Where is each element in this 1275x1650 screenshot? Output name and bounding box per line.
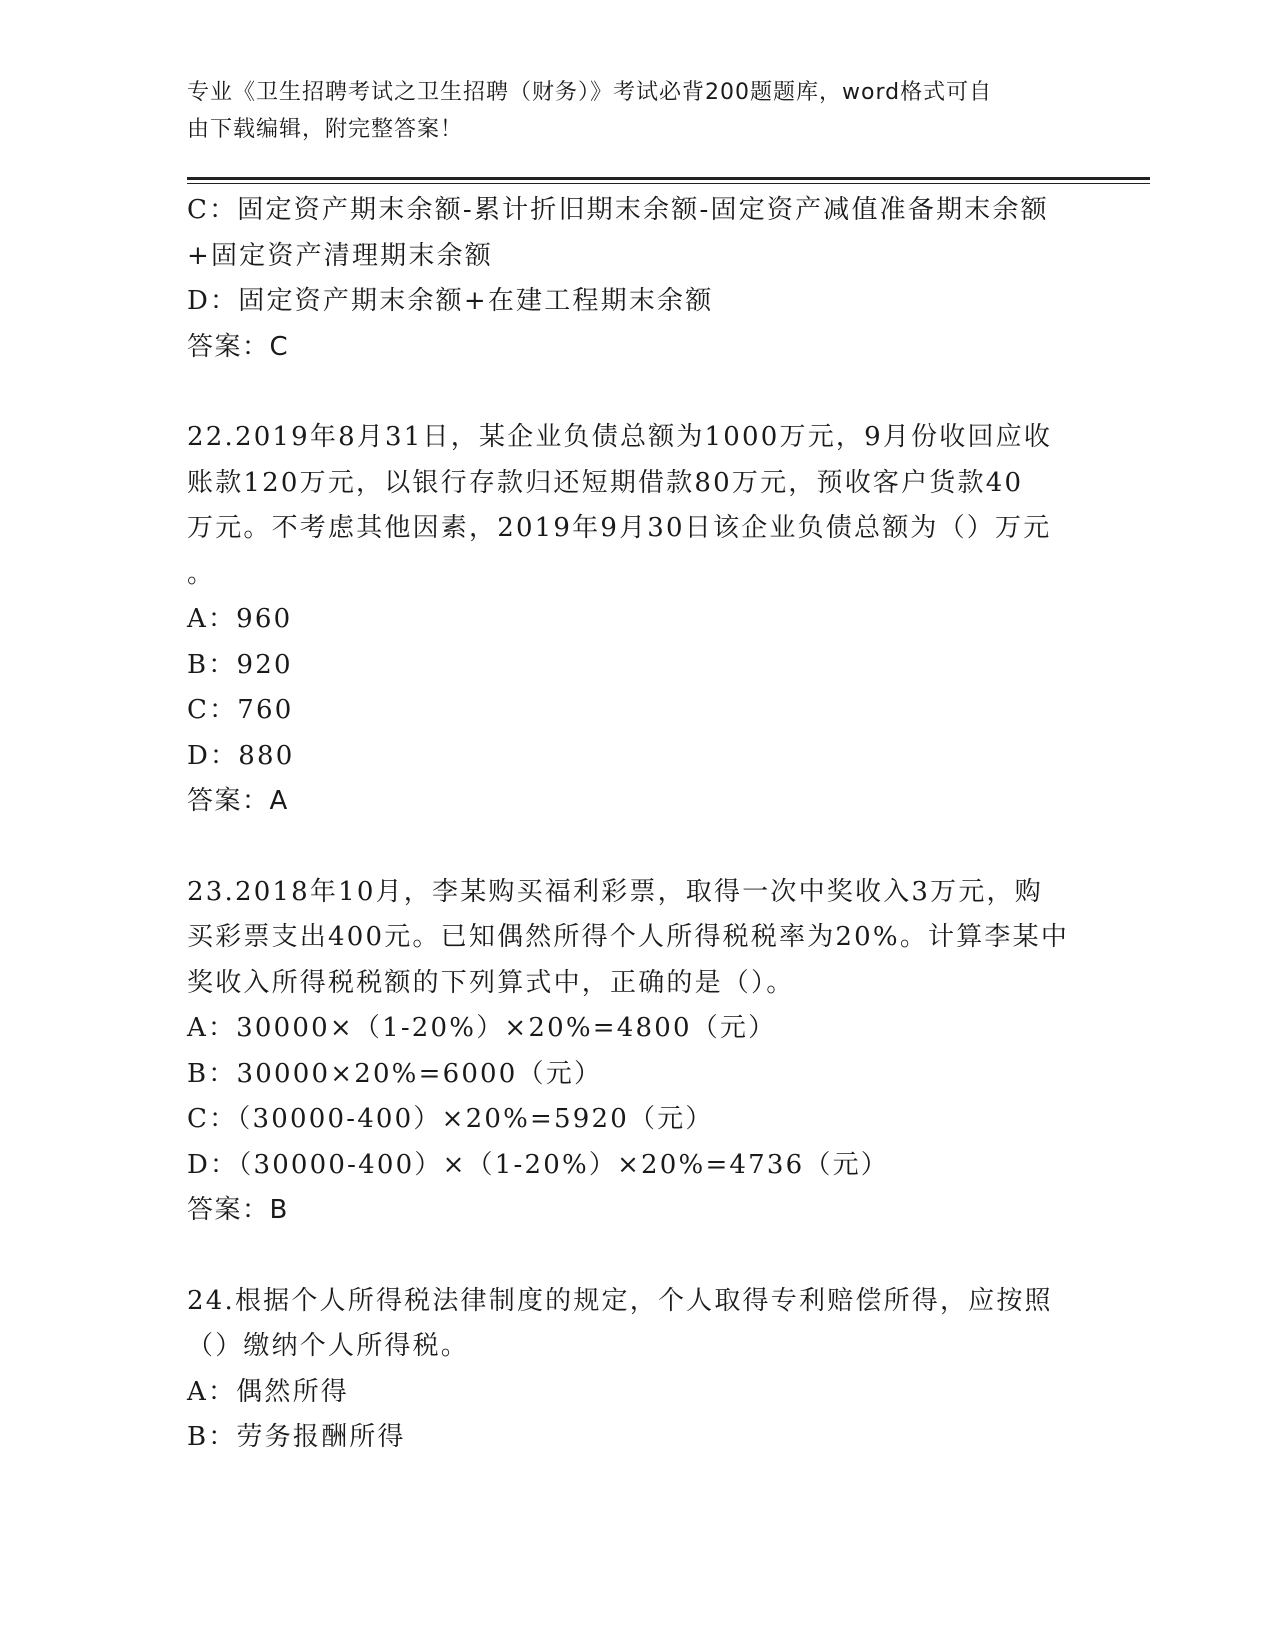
question-22-line-3: 万元。不考虑其他因素，2019年9月30日该企业负债总额为（）万元 [187,513,1052,543]
spacer [187,370,1087,415]
question-24-line-1: 24.根据个人所得税法律制度的规定，个人取得专利赔偿所得，应按照 [187,1285,1053,1316]
question-24-line-2: （）缴纳个人所得税。 [187,1331,470,1361]
question-22-line-1: 22.2019年8月31日，某企业负债总额为1000万元，9月份收回应收 [187,422,1053,452]
question-22-line-4: 。 [187,558,216,589]
question-22-option-d: D：880 [187,740,295,771]
answer-22: 答案：A [187,786,289,816]
header-line-2: 由下载编辑，附完整答案！ [187,117,464,142]
question-21-continued [187,188,1087,370]
answer-21: 答案：C [187,331,290,362]
question-23-option-c: C：（30000-400）×20%=5920（元） [187,1104,714,1134]
document-body [187,188,1087,1461]
header-rule-thin [187,183,1150,184]
question-22-option-b: B：920 [187,649,293,680]
answer-23: 答案：B [187,1195,289,1225]
header-rule-thick [187,177,1150,180]
option-c-line-1: C：固定资产期末余额-累计折旧期末余额-固定资产减值准备期末余额 [187,195,1049,225]
header-line-1: 专业《卫生招聘考试之卫生招聘（财务）》考试必背200题题库，word格式可自 [187,80,993,105]
question-23-option-a: A：30000×（1-20%）×20%=4800（元） [187,1013,777,1043]
document-header [187,74,1067,148]
question-23-line-1: 23.2018年10月，李某购买福利彩票，取得一次中奖收入3万元，购 [187,876,1043,907]
question-24-option-b: B：劳务报酬所得 [187,1422,406,1452]
option-c-line-2: +固定资产清理期末余额 [187,240,493,271]
question-22-option-c: C：760 [187,695,294,725]
question-24-option-a: A：偶然所得 [187,1376,349,1407]
spacer [187,1234,1087,1279]
question-23-option-d: D：（30000-400）×（1-20%）×20%=4736（元） [187,1149,889,1180]
question-22 [187,415,1087,825]
option-d: D：固定资产期末余额+在建工程期末余额 [187,286,714,316]
question-23-line-3: 奖收入所得税税额的下列算式中，正确的是（）。 [187,967,795,998]
question-22-option-a: A：960 [187,604,293,634]
question-23 [187,870,1087,1234]
spacer [187,825,1087,870]
question-23-line-2: 买彩票支出400元。已知偶然所得个人所得税税率为20%。计算李某中 [187,922,1070,952]
question-24 [187,1279,1087,1461]
question-23-option-b: B：30000×20%=6000（元） [187,1058,603,1089]
question-22-line-2: 账款120万元，以银行存款归还短期借款80万元，预收客户货款40 [187,467,1024,498]
